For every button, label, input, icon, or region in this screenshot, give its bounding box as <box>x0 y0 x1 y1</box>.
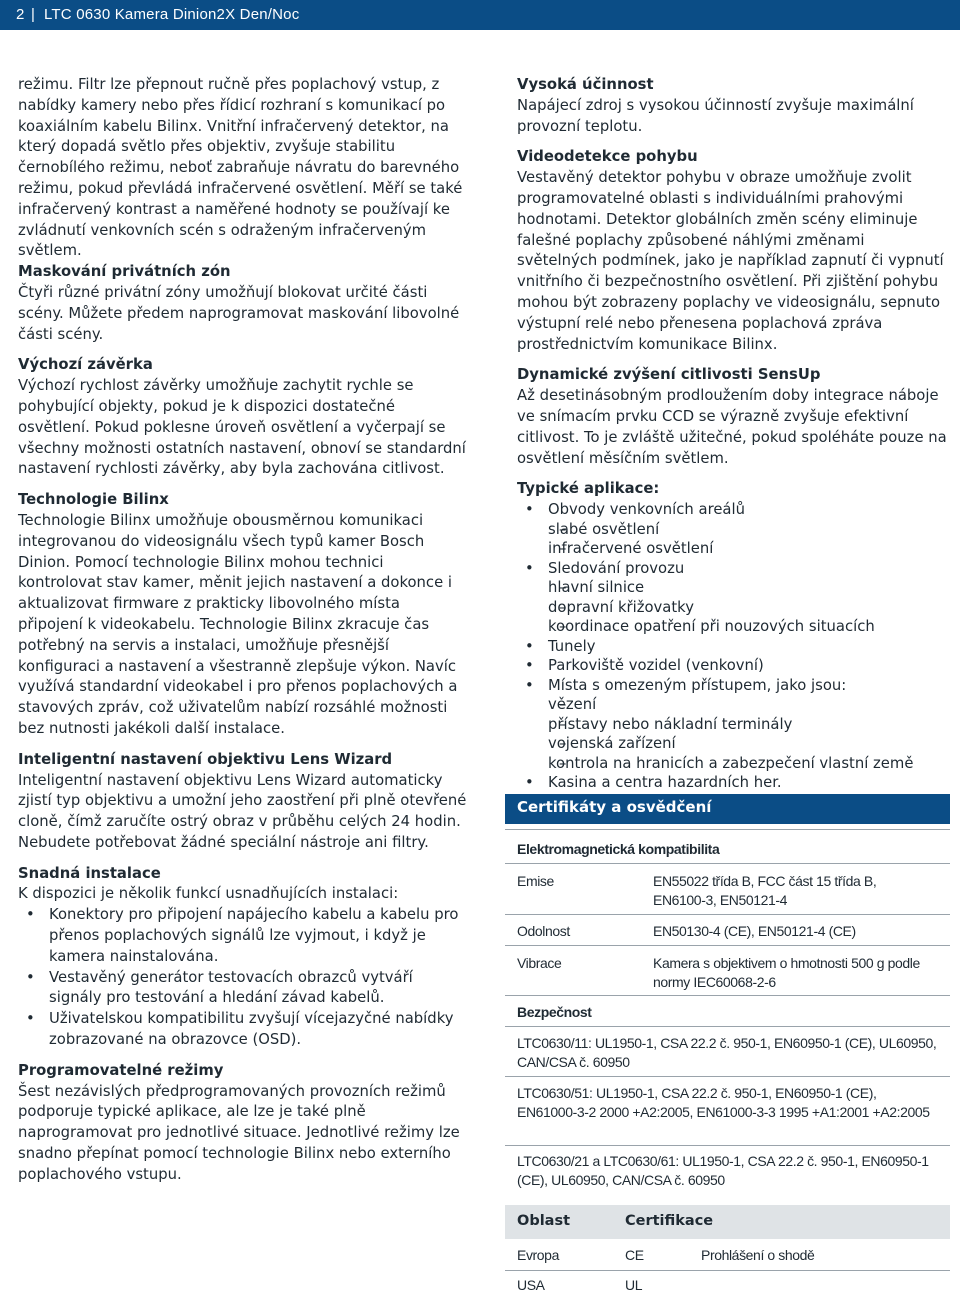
divider <box>505 1145 950 1146</box>
emc-value: Kamera s objektivem o hmotnosti 500 g podle normy IEC60068-2-6 <box>653 955 920 990</box>
list-item: • Sledování provozu <box>517 559 949 579</box>
section-text: Až desetinásobným prodloužením doby integrace náboje ve snímacím prvku CCD se výrazně zvyšuje efektivní citlivost. To je zvláště užitečné, pokud spoléháte pouze na osvětlení měsíčním světlem. <box>517 387 947 467</box>
table-cell-code: UL <box>625 1277 643 1293</box>
banner-title: Certifikáty a osvědčení <box>517 798 712 816</box>
section-privacy-masking <box>18 262 468 345</box>
divider <box>505 914 950 915</box>
list-item: • Konektory pro připojení napájecího kabelu a kabelu pro přenos poplachových signálů lze vyjmout, i když je kamera nainstalována. <box>18 905 468 967</box>
table-cell-region: USA <box>517 1277 545 1293</box>
sub-list-item: – vězení <box>517 695 949 715</box>
section-motion-detection <box>517 147 949 355</box>
document-title: LTC 0630 Kamera Dinion2X Den/Noc <box>44 6 300 23</box>
section-text: Technologie Bilinx umožňuje obousměrnou komunikaci integrovanou do videosignálu všech typů kamer Bosch Dinion. Pomocí technologie Bilinx mohou technici kontrolovat stav kamer, měnit jejich nastavení a dokonce i aktualizovat firmware z prakticky libovolného místa připojení k videokabelu. Technologie Bilinx zkracuje čas potřebný na servis a instalaci, umožňuje přesnější konfiguraci a nastavení a všestranně zlepšuje výkon. Navíc využívá standardní videokabel i pro přenos poplachových a stavových zpráv, což uživatelům nabízí rozsáhlé možnosti bez nutnosti jakékoli další instalace. <box>18 511 458 737</box>
sub-list-item: – kontrola na hranicích a zabezpečení vlastní země <box>517 754 949 774</box>
safety-item: LTC0630/11: UL1950-1, CSA 22.2 č. 950-1, EN60950-1 (CE), UL60950, CAN/CSA č. 60950 <box>517 1035 937 1070</box>
section-title: Technologie Bilinx <box>18 491 169 509</box>
divider <box>505 1270 950 1271</box>
left-column <box>18 75 468 1196</box>
section-title: Inteligentní nastavení objektivu Lens Wizard <box>18 750 393 768</box>
sub-list-item: – přístavy nebo nákladní terminály <box>517 715 949 735</box>
list-item: • Vestavěný generátor testovacích obrazců vytváří signály pro testování a hledání závad kabelů. <box>18 968 468 1010</box>
page-header <box>0 0 960 30</box>
sub-list-item: – koordinace opatření při nouzových situacích <box>517 617 949 637</box>
table-header-region: Oblast <box>517 1213 571 1229</box>
section-title: Maskování privátních zón <box>18 263 231 281</box>
table-cell-code: CE <box>625 1247 644 1263</box>
applications-list <box>517 500 949 793</box>
section-default-shutter <box>18 355 468 480</box>
list-item: • Tunely <box>517 637 949 657</box>
table-header-row <box>505 1205 950 1239</box>
divider <box>505 945 950 946</box>
section-lens-wizard <box>18 750 468 854</box>
list-item: • Obvody venkovních areálů <box>517 500 949 520</box>
section-sensup <box>517 365 949 469</box>
table-cell-region: Evropa <box>517 1247 559 1263</box>
intro-paragraph: režimu. Filtr lze přepnout ručně přes poplachový vstup, z nabídky kamery nebo přes řídicí rozhraní s komunikací po koaxiálním kabelu Bilinx. Vnitřní infračervený detektor, na který dopadá světlo přes objektiv, zvyšuje stabilitu černobílého režimu, neboť zabraňuje návratu do barevného režimu, pokud převládá infračervené osvětlení. Měří se také infračervený kontrast a naměřené hodnoty se používají ke zvládnutí venkovních scén s odraženým infračerveným světlem. <box>18 76 463 260</box>
section-text: Napájecí zdroj s vysokou účinností zvyšuje maximální provozní teplotu. <box>517 96 914 135</box>
section-high-efficiency <box>517 75 949 137</box>
divider <box>505 1076 950 1077</box>
sub-list-item: – vojenská zařízení <box>517 734 949 754</box>
list-item: • Uživatelskou kompatibilitu zvyšují vícejazyčné nabídky zobrazované na obrazovce (OSD). <box>18 1009 468 1051</box>
section-text: Vestavěný detektor pohybu v obraze umožňuje zvolit programovatelné oblasti s individuálními prahovými hodnotami. Detektor globálních změn scény eliminuje falešné poplachy způsobené náhlými změnami světelných podmínek, jako je například zapnutí či vypnutí vnitřního či bezpečnostního osvětlení. Při zjištění pohybu mohou být zobrazeny poplachy ve videosignálu, sepnuto výstupní relé nebo přenesena poplachová zpráva prostřednictvím komunikace Bilinx. <box>517 169 944 353</box>
emc-title: Elektromagnetická kompatibilita <box>517 841 720 857</box>
safety-item: LTC0630/51: UL1950-1, CSA 22.2 č. 950-1, EN60950-1 (CE), EN61000-3-2 2000 +A2:2005, EN61000-3-3 1995 +A1:2001 +A2:2005 <box>517 1085 930 1120</box>
divider <box>505 863 950 864</box>
emc-value: EN55022 třída B, FCC část 15 třída B, EN6100-3, EN50121-4 <box>653 873 877 908</box>
section-title: Videodetekce pohybu <box>517 148 698 166</box>
header-separator: | <box>31 6 36 23</box>
list-item: • Parkoviště vozidel (venkovní) <box>517 656 949 676</box>
sub-list-item: – dopravní křižovatky <box>517 598 949 618</box>
section-text: Čtyři různé privátní zóny umožňují blokovat určité části scény. Můžete předem naprogramovat maskování libovolné části scény. <box>18 283 460 343</box>
section-title: Snadná instalace <box>18 864 161 882</box>
list-item: • Místa s omezeným přístupem, jako jsou: <box>517 676 949 696</box>
page-number: 2 <box>16 6 25 23</box>
section-text: Inteligentní nastavení objektivu Lens Wizard automaticky zjistí typ objektivu a umožní jeho zaostření při plně otevřené cloně, čímž zaručíte ostrý obraz v průběhu celých 24 hodin. Nebudete potřebovat žádné speciální nástroje ani filtry. <box>18 771 467 851</box>
section-text: Výchozí rychlost závěrky umožňuje zachytit rychle se pohybující objekty, pokud je k dispozici dostatečné osvětlení. Pokud poklesne úroveň osvětlení a vyčerpají se všechny možnosti ostatních nastavení, obnoví se standardní nastavení rychlosti závěrky, aby byla zachována citlivost. <box>18 377 466 478</box>
safety-title: Bezpečnost <box>517 1004 592 1020</box>
emc-value: EN50130-4 (CE), EN50121-4 (CE) <box>653 923 856 939</box>
table-cell-note: Prohlášení o shodě <box>701 1247 815 1263</box>
certificates-banner <box>505 794 950 824</box>
section-text: K dispozici je několik funkcí usnadňujících instalaci: <box>18 885 399 903</box>
section-programmable-modes <box>18 1061 468 1186</box>
section-title: Dynamické zvýšení citlivosti SensUp <box>517 366 821 384</box>
sub-list-item: – slabé osvětlení <box>517 520 949 540</box>
table-header-cert: Certifikace <box>625 1213 714 1229</box>
sub-list-item: – infračervené osvětlení <box>517 539 949 559</box>
section-easy-install <box>18 864 468 1051</box>
emc-label: Odolnost <box>517 923 570 939</box>
right-column <box>517 75 949 793</box>
section-title: Programovatelné režimy <box>18 1061 224 1079</box>
emc-label: Vibrace <box>517 955 562 971</box>
list-item: • Kasina a centra hazardních her. <box>517 773 949 793</box>
section-title: Výchozí závěrka <box>18 356 153 374</box>
sub-list-item: – hlavní silnice <box>517 578 949 598</box>
section-title: Typické aplikace: <box>517 480 660 498</box>
section-title: Vysoká účinnost <box>517 76 654 93</box>
section-text: Šest nezávislých předprogramovaných provozních režimů podporuje typické aplikace, ale lze je také plně naprogramovat pro jednotlivé situace. Jednotlivé režimy lze snadno přepínat pomocí technologie Bilinx nebo externího poplachového vstupu. <box>18 1082 460 1183</box>
safety-item: LTC0630/21 a LTC0630/61: UL1950-1, CSA 22.2 č. 950-1, EN60950-1 (CE), UL60950, CAN/CSA č. 60950 <box>517 1153 929 1188</box>
divider <box>505 829 950 830</box>
divider <box>505 995 950 996</box>
section-applications <box>517 479 949 792</box>
section-bilinx <box>18 490 468 740</box>
divider <box>505 1026 950 1027</box>
emc-label: Emise <box>517 873 554 889</box>
install-bullets <box>18 905 468 1051</box>
